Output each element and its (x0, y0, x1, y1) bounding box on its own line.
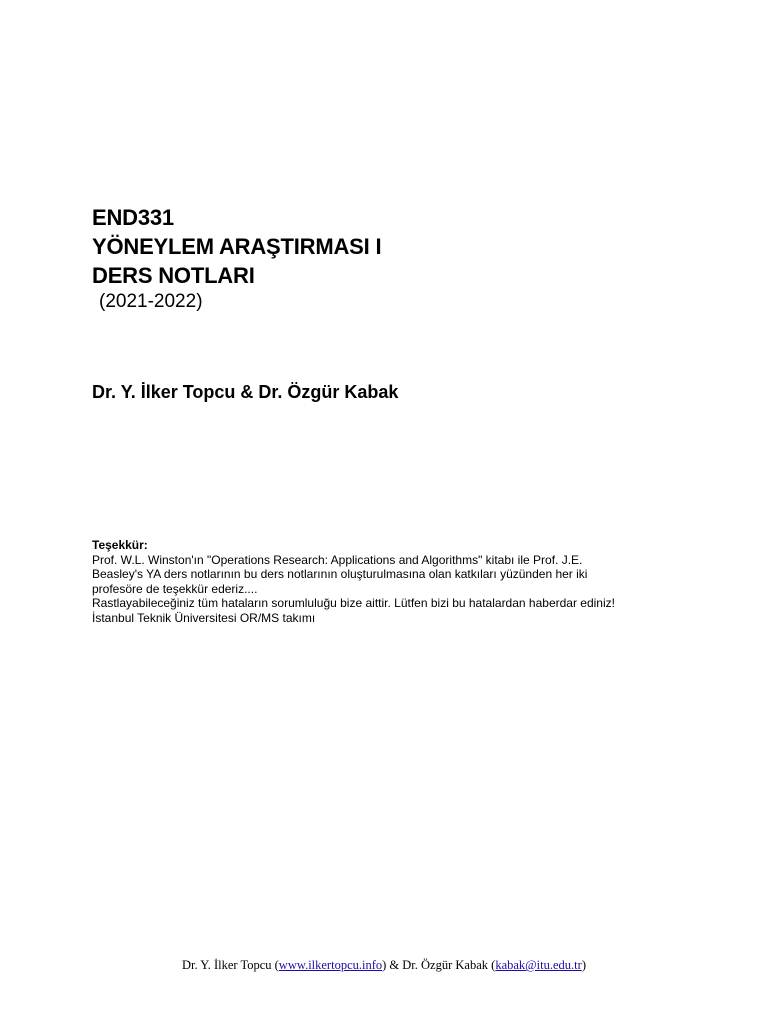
document-type: DERS NOTLARI (92, 263, 255, 288)
footer-suffix: ) (581, 958, 586, 972)
course-code: END331 (92, 205, 174, 230)
footer-prefix: Dr. Y. İlker Topcu ( (182, 958, 279, 972)
authors-line: Dr. Y. İlker Topcu & Dr. Özgür Kabak (92, 382, 399, 402)
acknowledgement-line: Rastlayabileceğiniz tüm hataların sorumluluğu bize aittir. Lütfen bizi bu hatalardan haberdar ediniz! (92, 596, 615, 611)
page-footer (0, 957, 768, 973)
acknowledgement-heading: Teşekkür: (92, 538, 148, 552)
email-link[interactable]: kabak@itu.edu.tr (495, 958, 582, 972)
acknowledgement-section (92, 538, 692, 626)
website-link[interactable]: www.ilkertopcu.info (278, 958, 383, 972)
academic-year: (2021-2022) (99, 291, 203, 312)
acknowledgement-line: İstanbul Teknik Üniversitesi OR/MS takımı (92, 610, 316, 625)
acknowledgement-line: Beasley's YA ders notlarının bu ders notlarının oluşturulmasına olan katkıları yüzünden her iki (92, 567, 588, 582)
acknowledgement-line: profesöre de teşekkür ederiz.... (92, 581, 258, 596)
title-block (92, 203, 381, 290)
course-name: YÖNEYLEM ARAŞTIRMASI I (92, 234, 382, 259)
acknowledgement-line: Prof. W.L. Winston'ın "Operations Research: Applications and Algorithms" kitabı ile Prof. J.E. (92, 552, 583, 567)
footer-middle: ) & Dr. Özgür Kabak ( (382, 958, 496, 972)
